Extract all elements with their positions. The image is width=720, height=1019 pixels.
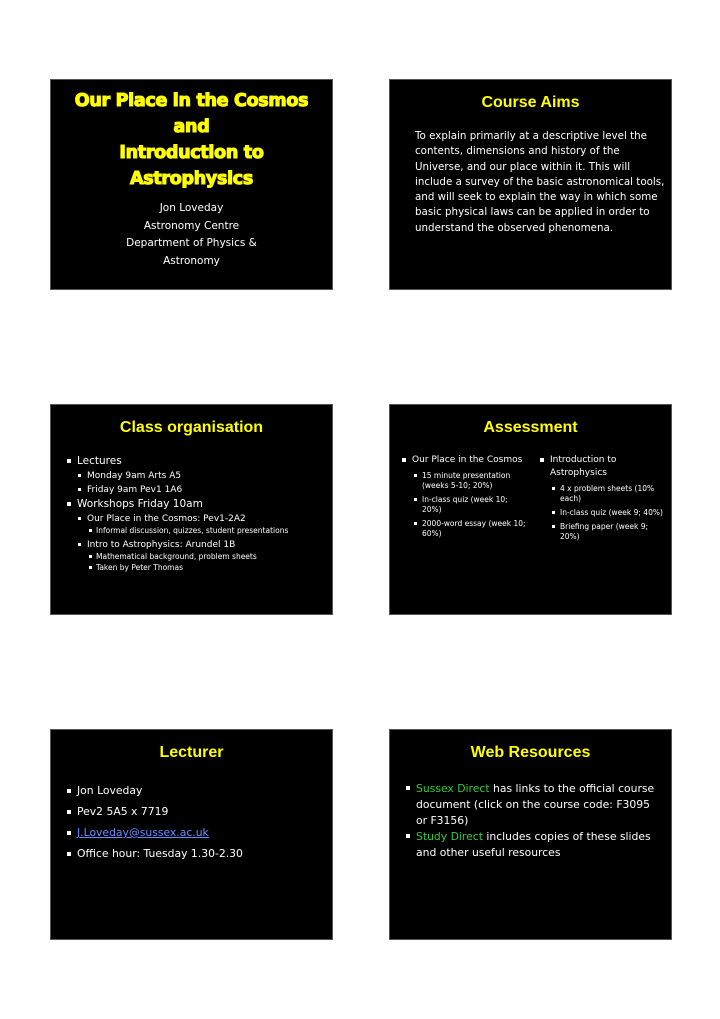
sussex-direct-link[interactable]: Sussex Direct xyxy=(416,782,490,795)
slide-course-aims xyxy=(389,79,672,290)
course-title-line-2: and xyxy=(173,117,210,137)
web-resources-list xyxy=(402,781,662,861)
email-item xyxy=(63,823,323,843)
course-title-line-3: Introduction to xyxy=(119,143,264,163)
slide-title: Assessment xyxy=(483,419,578,436)
list-item: Briefing paper (week 9; 20%) xyxy=(550,522,666,542)
column-heading: Our Place in the Cosmos xyxy=(398,454,526,467)
list-item: 4 x problem sheets (10% each) xyxy=(550,484,666,504)
slide-lecturer xyxy=(50,729,333,940)
lecturer-details xyxy=(63,781,323,865)
list-item: Informal discussion, quizzes, student presentations xyxy=(87,526,323,536)
slide-title: Web Resources xyxy=(470,744,591,761)
assessment-column-astrophysics xyxy=(536,454,666,542)
list-item: Friday 9am Pev1 1A6 xyxy=(75,483,323,497)
organisation-list xyxy=(63,454,323,575)
assessment-column-cosmos xyxy=(398,454,526,539)
course-title-line-1: Our Place in the Cosmos xyxy=(74,91,309,111)
author-affiliation-2: Department of Physics & xyxy=(126,237,257,249)
list-item: 15 minute presentation (weeks 5-10; 20%) xyxy=(412,471,526,491)
email-link[interactable]: J.Loveday@sussex.ac.uk xyxy=(77,826,209,839)
lecturer-room: Pev2 5A5 x 7719 xyxy=(63,802,323,822)
course-aims-text: To explain primarily at a descriptive level the contents, dimensions and history of the Universe, and our place within it. This will include a survey of the basic astronomical tools, and will seek to explain the way in which some basic physical laws can be applied in order to understand the observed phenomena. xyxy=(415,130,665,234)
lecturer-name: Jon Loveday xyxy=(63,781,323,801)
slide-title: Lecturer xyxy=(159,744,224,761)
study-direct-link[interactable]: Study Direct xyxy=(416,830,483,843)
list-item-text: includes copies of these slides and other useful resources xyxy=(416,830,651,859)
course-title-line-4: Astrophysics xyxy=(130,169,253,189)
list-item: Mathematical background, problem sheets xyxy=(87,552,323,562)
list-item: In-class quiz (week 9; 40%) xyxy=(550,508,666,518)
author-affiliation-1: Astronomy Centre xyxy=(143,219,240,232)
author-block xyxy=(51,200,332,270)
list-item: Workshops Friday 10am xyxy=(63,497,323,512)
list-item: In-class quiz (week 10; 20%) xyxy=(412,495,526,515)
list-item: Lectures xyxy=(63,454,323,469)
list-item-text: has links to the official course document (click on the course code: F3095 or F3156) xyxy=(416,782,655,827)
list-item: Intro to Astrophysics: Arundel 1B xyxy=(75,538,323,552)
list-item xyxy=(402,781,662,829)
office-hour: Office hour: Tuesday 1.30-2.30 xyxy=(63,844,323,864)
slide-title: Class organisation xyxy=(119,419,264,436)
author-affiliation-3: Astronomy xyxy=(163,254,220,267)
list-item: 2000-word essay (week 10; 60%) xyxy=(412,519,526,539)
slide-title xyxy=(50,79,333,290)
list-item: Taken by Peter Thomas xyxy=(87,563,323,573)
slide-assessment xyxy=(389,404,672,615)
list-item: Our Place in the Cosmos: Pev1-2A2 xyxy=(75,512,323,526)
slide-title: Course Aims xyxy=(481,94,580,111)
column-heading: Introduction to Astrophysics xyxy=(536,454,666,480)
slide-web-resources xyxy=(389,729,672,940)
list-item: Monday 9am Arts A5 xyxy=(75,469,323,483)
slide-class-organisation xyxy=(50,404,333,615)
author-name: Jon Loveday xyxy=(159,202,224,214)
list-item xyxy=(402,829,662,861)
